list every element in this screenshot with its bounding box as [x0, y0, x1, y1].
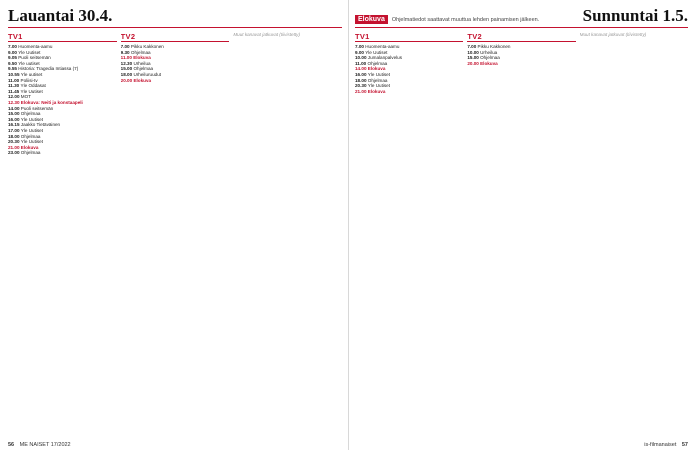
program-time: 10.55 — [8, 71, 21, 77]
program-time: 9.00 — [355, 49, 366, 55]
program-title: Urheiluruudut — [133, 71, 162, 77]
program-title: Poliisi-tv — [20, 77, 38, 83]
program-time: 10.00 — [467, 49, 481, 55]
program-title: Huomenta-aamu — [365, 44, 400, 49]
program-title: Yle Uutiset — [20, 139, 43, 145]
program-time: 20.00 — [120, 77, 134, 83]
program-listing — [467, 61, 575, 67]
program-title: MOT — [20, 94, 31, 100]
program-title: Urheilua — [480, 49, 498, 55]
program-listing — [355, 89, 463, 95]
program-title: Jumalanpalvelus — [367, 55, 402, 61]
program-time: 11.45 — [8, 88, 21, 94]
program-time: 11.30 — [8, 83, 21, 89]
program-time: 15.00 — [8, 111, 21, 117]
program-time: 11.00 — [355, 60, 368, 66]
program-time: 23.00 — [8, 150, 21, 156]
channel-column — [355, 32, 463, 442]
program-listing — [8, 150, 117, 156]
program-title: Elokuva — [20, 144, 39, 150]
program-time: 18.00 — [355, 77, 368, 83]
program-title: Ohjelmaa — [130, 49, 151, 55]
program-time: 10.00 — [355, 55, 368, 61]
program-time: 7.00 — [355, 44, 366, 49]
program-time: 21.00 — [8, 144, 21, 150]
left-magazine-name: ME NAISET — [19, 442, 50, 448]
left-issue: 17/2022 — [50, 442, 71, 448]
program-title: Elokuva — [480, 60, 498, 66]
stub-note: Muut kanavat jatkuvat (tiivistetty) — [233, 32, 300, 37]
program-title: Puoli seitsemän — [18, 55, 51, 61]
program-time: 12.00 — [8, 94, 21, 100]
program-time: 16.15 — [8, 122, 21, 128]
program-title: Urheilua — [133, 60, 151, 66]
program-time: 7.00 — [467, 44, 478, 49]
program-time: 7.00 — [8, 44, 19, 49]
elokuva-logo: Elokuva — [355, 15, 388, 24]
right-page-header — [355, 6, 688, 28]
right-page-title: Sunnuntai 1.5. — [582, 6, 688, 25]
program-time: 11.00 — [120, 55, 134, 61]
channel-heading: TV1 — [355, 32, 463, 42]
program-listing — [121, 78, 230, 84]
program-title: Ohjelmaa — [20, 111, 41, 117]
right-folio — [644, 442, 688, 448]
program-title: Yle Uutiset — [367, 71, 390, 77]
program-time: 7.00 — [120, 44, 131, 49]
program-time: 16.00 — [355, 71, 368, 77]
program-time: 21.00 — [355, 88, 368, 94]
program-title: Pikku Kakkonen — [130, 44, 164, 49]
program-title: Yle Uutiset — [365, 49, 388, 55]
program-time: 20.00 — [467, 60, 481, 66]
right-magazine-name: is-filmanaiset — [644, 442, 677, 448]
program-title: Historia: Tragedia Intiassa (7) — [18, 66, 79, 72]
program-title: Yle Uutiset — [20, 127, 43, 133]
program-time: 17.00 — [8, 127, 21, 133]
right-page — [348, 0, 696, 450]
program-title: Yle Oddasat — [20, 83, 46, 89]
left-folio — [8, 442, 71, 448]
left-page-number: 56 — [8, 442, 15, 448]
program-title: Yle uutiset — [18, 60, 40, 66]
program-time: 11.00 — [8, 77, 21, 83]
channel-heading: TV1 — [8, 32, 117, 42]
right-page-number: 57 — [681, 442, 688, 448]
channel-column-stub — [233, 32, 342, 442]
left-page-columns — [8, 32, 342, 442]
program-title: Elokuva — [367, 88, 386, 94]
program-title: Ohjelmaa — [367, 60, 388, 66]
program-title: Ohjelmaa — [20, 133, 41, 139]
program-time: 9.30 — [120, 49, 131, 55]
program-time: 18.00 — [120, 71, 134, 77]
program-title: Elokuva — [133, 77, 152, 83]
right-page-note: Ohjelmatiedot saattavat muuttua lehden painamisen jälkeen. — [391, 17, 540, 23]
program-time: 9.55 — [8, 66, 19, 72]
program-title: Ohjelmaa — [480, 55, 500, 61]
program-title: Yle Uutiset — [367, 83, 390, 89]
program-time: 20.30 — [8, 139, 21, 145]
program-title: Ohjelmaa — [133, 66, 154, 72]
channel-heading: TV2 — [467, 32, 575, 42]
program-time: 9.50 — [8, 60, 19, 66]
channel-heading: TV2 — [121, 32, 230, 42]
program-title: Ohjelmaa — [367, 77, 388, 83]
program-title: Puoli seitsemän — [20, 105, 54, 111]
stub-note: Muut kanavat jatkuvat (tiivistetty) — [579, 32, 647, 37]
program-time: 9.05 — [8, 55, 19, 61]
program-title: Ohjelmaa — [20, 150, 41, 156]
program-time: 14.00 — [8, 105, 21, 111]
program-time: 16.00 — [8, 116, 21, 122]
channel-column — [8, 32, 117, 442]
program-time: 20.30 — [355, 83, 368, 89]
program-title: Elokuva — [133, 55, 151, 61]
channel-column — [121, 32, 230, 442]
program-time: 18.00 — [8, 133, 21, 139]
program-time: 15.00 — [120, 66, 134, 72]
program-title: Pikku Kakkonen — [477, 44, 511, 49]
program-time: 14.00 — [355, 66, 368, 72]
right-page-columns — [355, 32, 688, 442]
program-time: 9.00 — [8, 49, 19, 55]
channel-column-stub — [580, 32, 688, 442]
left-page-title: Lauantai 30.4. — [8, 6, 113, 25]
left-page-header — [8, 6, 342, 28]
channel-column — [467, 32, 575, 442]
program-time: 12.30 — [8, 99, 21, 105]
program-title: Yle Uutiset — [20, 88, 43, 94]
program-title: Yle uutiset — [20, 71, 43, 77]
program-title: Yle Uutiset — [20, 116, 43, 122]
program-title: Elokuva: Neiti ja konstaapeli — [20, 99, 83, 105]
program-title: Jaakko Tietäväinen — [20, 122, 61, 128]
program-title: Elokuva — [367, 66, 386, 72]
program-title: Huomenta-aamu — [18, 44, 53, 49]
program-time: 12.30 — [120, 60, 134, 66]
program-time: 15.00 — [467, 55, 481, 61]
program-title: Yle Uutiset — [18, 49, 41, 55]
